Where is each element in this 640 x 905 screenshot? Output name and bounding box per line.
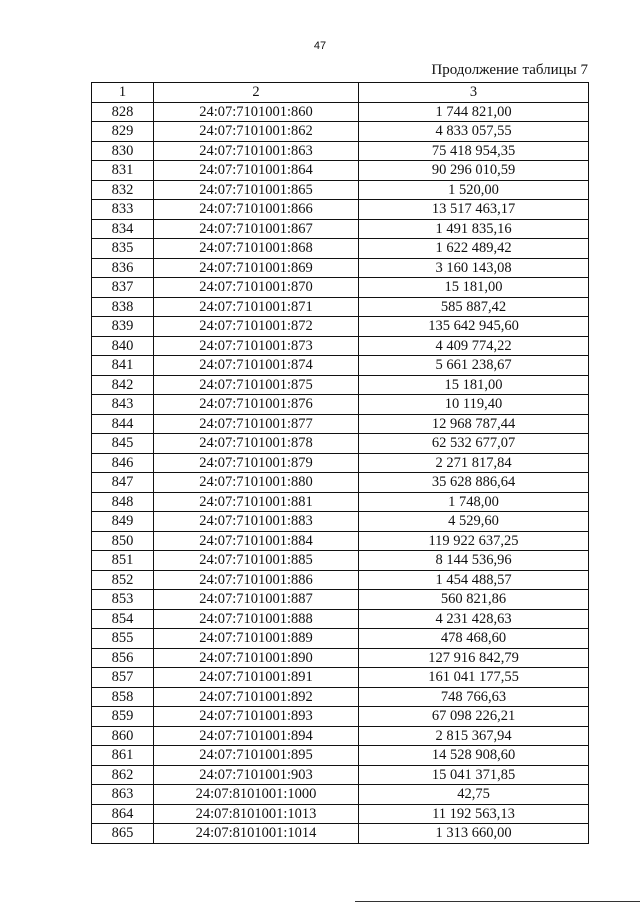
table-row bbox=[92, 590, 589, 610]
value-cell: 8 144 536,96 bbox=[359, 551, 589, 571]
cadastral-number-cell: 24:07:7101001:884 bbox=[154, 531, 359, 551]
cadastral-number-cell: 24:07:7101001:868 bbox=[154, 239, 359, 259]
value-cell: 5 661 238,67 bbox=[359, 356, 589, 376]
table-row bbox=[92, 609, 589, 629]
value-cell: 75 418 954,35 bbox=[359, 141, 589, 161]
table-row bbox=[92, 278, 589, 298]
table-row bbox=[92, 414, 589, 434]
value-cell: 1 454 488,57 bbox=[359, 570, 589, 590]
cadastral-number-cell: 24:07:7101001:890 bbox=[154, 648, 359, 668]
cadastral-number-cell: 24:07:7101001:871 bbox=[154, 297, 359, 317]
row-number-cell: 832 bbox=[92, 180, 154, 200]
table-row bbox=[92, 200, 589, 220]
row-number-cell: 836 bbox=[92, 258, 154, 278]
cadastral-number-cell: 24:07:7101001:885 bbox=[154, 551, 359, 571]
row-number-cell: 840 bbox=[92, 336, 154, 356]
value-cell: 14 528 908,60 bbox=[359, 746, 589, 766]
table-row bbox=[92, 629, 589, 649]
cadastral-number-cell: 24:07:7101001:881 bbox=[154, 492, 359, 512]
cadastral-number-cell: 24:07:7101001:864 bbox=[154, 161, 359, 181]
column-header-cadastral-number: 2 bbox=[154, 83, 359, 103]
cadastral-number-cell: 24:07:8101001:1014 bbox=[154, 824, 359, 844]
cadastral-number-cell: 24:07:7101001:888 bbox=[154, 609, 359, 629]
cadastral-number-cell: 24:07:7101001:875 bbox=[154, 375, 359, 395]
page-number: 47 bbox=[313, 40, 327, 52]
value-cell: 42,75 bbox=[359, 785, 589, 805]
table-row bbox=[92, 161, 589, 181]
table-row bbox=[92, 707, 589, 727]
cadastral-number-cell: 24:07:7101001:866 bbox=[154, 200, 359, 220]
row-number-cell: 863 bbox=[92, 785, 154, 805]
value-cell: 15 181,00 bbox=[359, 375, 589, 395]
row-number-cell: 859 bbox=[92, 707, 154, 727]
cadastral-number-cell: 24:07:8101001:1013 bbox=[154, 804, 359, 824]
row-number-cell: 839 bbox=[92, 317, 154, 337]
value-cell: 4 529,60 bbox=[359, 512, 589, 532]
row-number-cell: 860 bbox=[92, 726, 154, 746]
table-row bbox=[92, 531, 589, 551]
cadastral-number-cell: 24:07:7101001:860 bbox=[154, 102, 359, 122]
value-cell: 62 532 677,07 bbox=[359, 434, 589, 454]
table-row bbox=[92, 804, 589, 824]
row-number-cell: 856 bbox=[92, 648, 154, 668]
row-number-cell: 834 bbox=[92, 219, 154, 239]
table-row bbox=[92, 726, 589, 746]
row-number-cell: 850 bbox=[92, 531, 154, 551]
table-row bbox=[92, 122, 589, 142]
value-cell: 127 916 842,79 bbox=[359, 648, 589, 668]
cadastral-number-cell: 24:07:7101001:893 bbox=[154, 707, 359, 727]
row-number-cell: 862 bbox=[92, 765, 154, 785]
table-row bbox=[92, 492, 589, 512]
cadastral-number-cell: 24:07:7101001:877 bbox=[154, 414, 359, 434]
table-row bbox=[92, 687, 589, 707]
table-row bbox=[92, 824, 589, 844]
table-row bbox=[92, 453, 589, 473]
cadastral-number-cell: 24:07:7101001:874 bbox=[154, 356, 359, 376]
cadastral-number-cell: 24:07:7101001:879 bbox=[154, 453, 359, 473]
value-cell: 560 821,86 bbox=[359, 590, 589, 610]
cadastral-number-cell: 24:07:7101001:869 bbox=[154, 258, 359, 278]
row-number-cell: 851 bbox=[92, 551, 154, 571]
value-cell: 1 313 660,00 bbox=[359, 824, 589, 844]
value-cell: 13 517 463,17 bbox=[359, 200, 589, 220]
table-row bbox=[92, 434, 589, 454]
table-continuation-label: Продолжение таблицы 7 bbox=[431, 62, 588, 78]
table-row bbox=[92, 258, 589, 278]
cadastral-number-cell: 24:07:7101001:867 bbox=[154, 219, 359, 239]
value-cell: 119 922 637,25 bbox=[359, 531, 589, 551]
value-cell: 135 642 945,60 bbox=[359, 317, 589, 337]
table-row bbox=[92, 765, 589, 785]
table-row bbox=[92, 746, 589, 766]
row-number-cell: 845 bbox=[92, 434, 154, 454]
table-row bbox=[92, 180, 589, 200]
value-cell: 4 833 057,55 bbox=[359, 122, 589, 142]
row-number-cell: 837 bbox=[92, 278, 154, 298]
row-number-cell: 865 bbox=[92, 824, 154, 844]
cadastral-number-cell: 24:07:7101001:883 bbox=[154, 512, 359, 532]
table-row bbox=[92, 648, 589, 668]
table-header-row bbox=[92, 83, 589, 103]
cadastral-number-cell: 24:07:7101001:891 bbox=[154, 668, 359, 688]
value-cell: 161 041 177,55 bbox=[359, 668, 589, 688]
value-cell: 15 181,00 bbox=[359, 278, 589, 298]
row-number-cell: 833 bbox=[92, 200, 154, 220]
cadastral-number-cell: 24:07:7101001:895 bbox=[154, 746, 359, 766]
table-row bbox=[92, 336, 589, 356]
value-cell: 11 192 563,13 bbox=[359, 804, 589, 824]
cadastral-number-cell: 24:07:7101001:889 bbox=[154, 629, 359, 649]
row-number-cell: 854 bbox=[92, 609, 154, 629]
row-number-cell: 864 bbox=[92, 804, 154, 824]
cadastral-number-cell: 24:07:7101001:887 bbox=[154, 590, 359, 610]
table-row bbox=[92, 512, 589, 532]
value-cell: 1 491 835,16 bbox=[359, 219, 589, 239]
cadastral-number-cell: 24:07:7101001:880 bbox=[154, 473, 359, 493]
cadastral-number-cell: 24:07:7101001:903 bbox=[154, 765, 359, 785]
row-number-cell: 838 bbox=[92, 297, 154, 317]
value-cell: 12 968 787,44 bbox=[359, 414, 589, 434]
cadastral-number-cell: 24:07:7101001:870 bbox=[154, 278, 359, 298]
row-number-cell: 842 bbox=[92, 375, 154, 395]
value-cell: 10 119,40 bbox=[359, 395, 589, 415]
row-number-cell: 855 bbox=[92, 629, 154, 649]
table-header bbox=[92, 83, 589, 103]
row-number-cell: 857 bbox=[92, 668, 154, 688]
cadastral-number-cell: 24:07:7101001:876 bbox=[154, 395, 359, 415]
table-row bbox=[92, 551, 589, 571]
row-number-cell: 829 bbox=[92, 122, 154, 142]
value-cell: 67 098 226,21 bbox=[359, 707, 589, 727]
value-cell: 1 748,00 bbox=[359, 492, 589, 512]
value-cell: 1 520,00 bbox=[359, 180, 589, 200]
cadastral-number-cell: 24:07:7101001:878 bbox=[154, 434, 359, 454]
table-row bbox=[92, 395, 589, 415]
row-number-cell: 848 bbox=[92, 492, 154, 512]
table-row bbox=[92, 141, 589, 161]
row-number-cell: 841 bbox=[92, 356, 154, 376]
row-number-cell: 830 bbox=[92, 141, 154, 161]
table-body bbox=[92, 102, 589, 843]
value-cell: 1 744 821,00 bbox=[359, 102, 589, 122]
row-number-cell: 849 bbox=[92, 512, 154, 532]
cadastral-number-cell: 24:07:7101001:886 bbox=[154, 570, 359, 590]
value-cell: 1 622 489,42 bbox=[359, 239, 589, 259]
cadastral-number-cell: 24:07:7101001:872 bbox=[154, 317, 359, 337]
row-number-cell: 853 bbox=[92, 590, 154, 610]
table-row bbox=[92, 375, 589, 395]
row-number-cell: 843 bbox=[92, 395, 154, 415]
data-table bbox=[91, 82, 589, 844]
value-cell: 748 766,63 bbox=[359, 687, 589, 707]
row-number-cell: 852 bbox=[92, 570, 154, 590]
value-cell: 3 160 143,08 bbox=[359, 258, 589, 278]
row-number-cell: 846 bbox=[92, 453, 154, 473]
row-number-cell: 831 bbox=[92, 161, 154, 181]
cadastral-number-cell: 24:07:7101001:873 bbox=[154, 336, 359, 356]
cadastral-number-cell: 24:07:8101001:1000 bbox=[154, 785, 359, 805]
value-cell: 4 231 428,63 bbox=[359, 609, 589, 629]
column-header-value: 3 bbox=[359, 83, 589, 103]
cadastral-number-cell: 24:07:7101001:865 bbox=[154, 180, 359, 200]
row-number-cell: 847 bbox=[92, 473, 154, 493]
cadastral-number-cell: 24:07:7101001:862 bbox=[154, 122, 359, 142]
table-row bbox=[92, 239, 589, 259]
table-row bbox=[92, 219, 589, 239]
value-cell: 15 041 371,85 bbox=[359, 765, 589, 785]
table-row bbox=[92, 356, 589, 376]
row-number-cell: 844 bbox=[92, 414, 154, 434]
row-number-cell: 858 bbox=[92, 687, 154, 707]
table-row bbox=[92, 570, 589, 590]
table-row bbox=[92, 102, 589, 122]
cadastral-number-cell: 24:07:7101001:894 bbox=[154, 726, 359, 746]
table-row bbox=[92, 297, 589, 317]
row-number-cell: 861 bbox=[92, 746, 154, 766]
column-header-number: 1 bbox=[92, 83, 154, 103]
value-cell: 2 271 817,84 bbox=[359, 453, 589, 473]
value-cell: 2 815 367,94 bbox=[359, 726, 589, 746]
value-cell: 35 628 886,64 bbox=[359, 473, 589, 493]
value-cell: 585 887,42 bbox=[359, 297, 589, 317]
row-number-cell: 828 bbox=[92, 102, 154, 122]
table-row bbox=[92, 668, 589, 688]
cadastral-number-cell: 24:07:7101001:892 bbox=[154, 687, 359, 707]
value-cell: 4 409 774,22 bbox=[359, 336, 589, 356]
table-row bbox=[92, 473, 589, 493]
row-number-cell: 835 bbox=[92, 239, 154, 259]
table-row bbox=[92, 317, 589, 337]
table-row bbox=[92, 785, 589, 805]
value-cell: 478 468,60 bbox=[359, 629, 589, 649]
bottom-rule bbox=[355, 901, 640, 902]
value-cell: 90 296 010,59 bbox=[359, 161, 589, 181]
cadastral-number-cell: 24:07:7101001:863 bbox=[154, 141, 359, 161]
